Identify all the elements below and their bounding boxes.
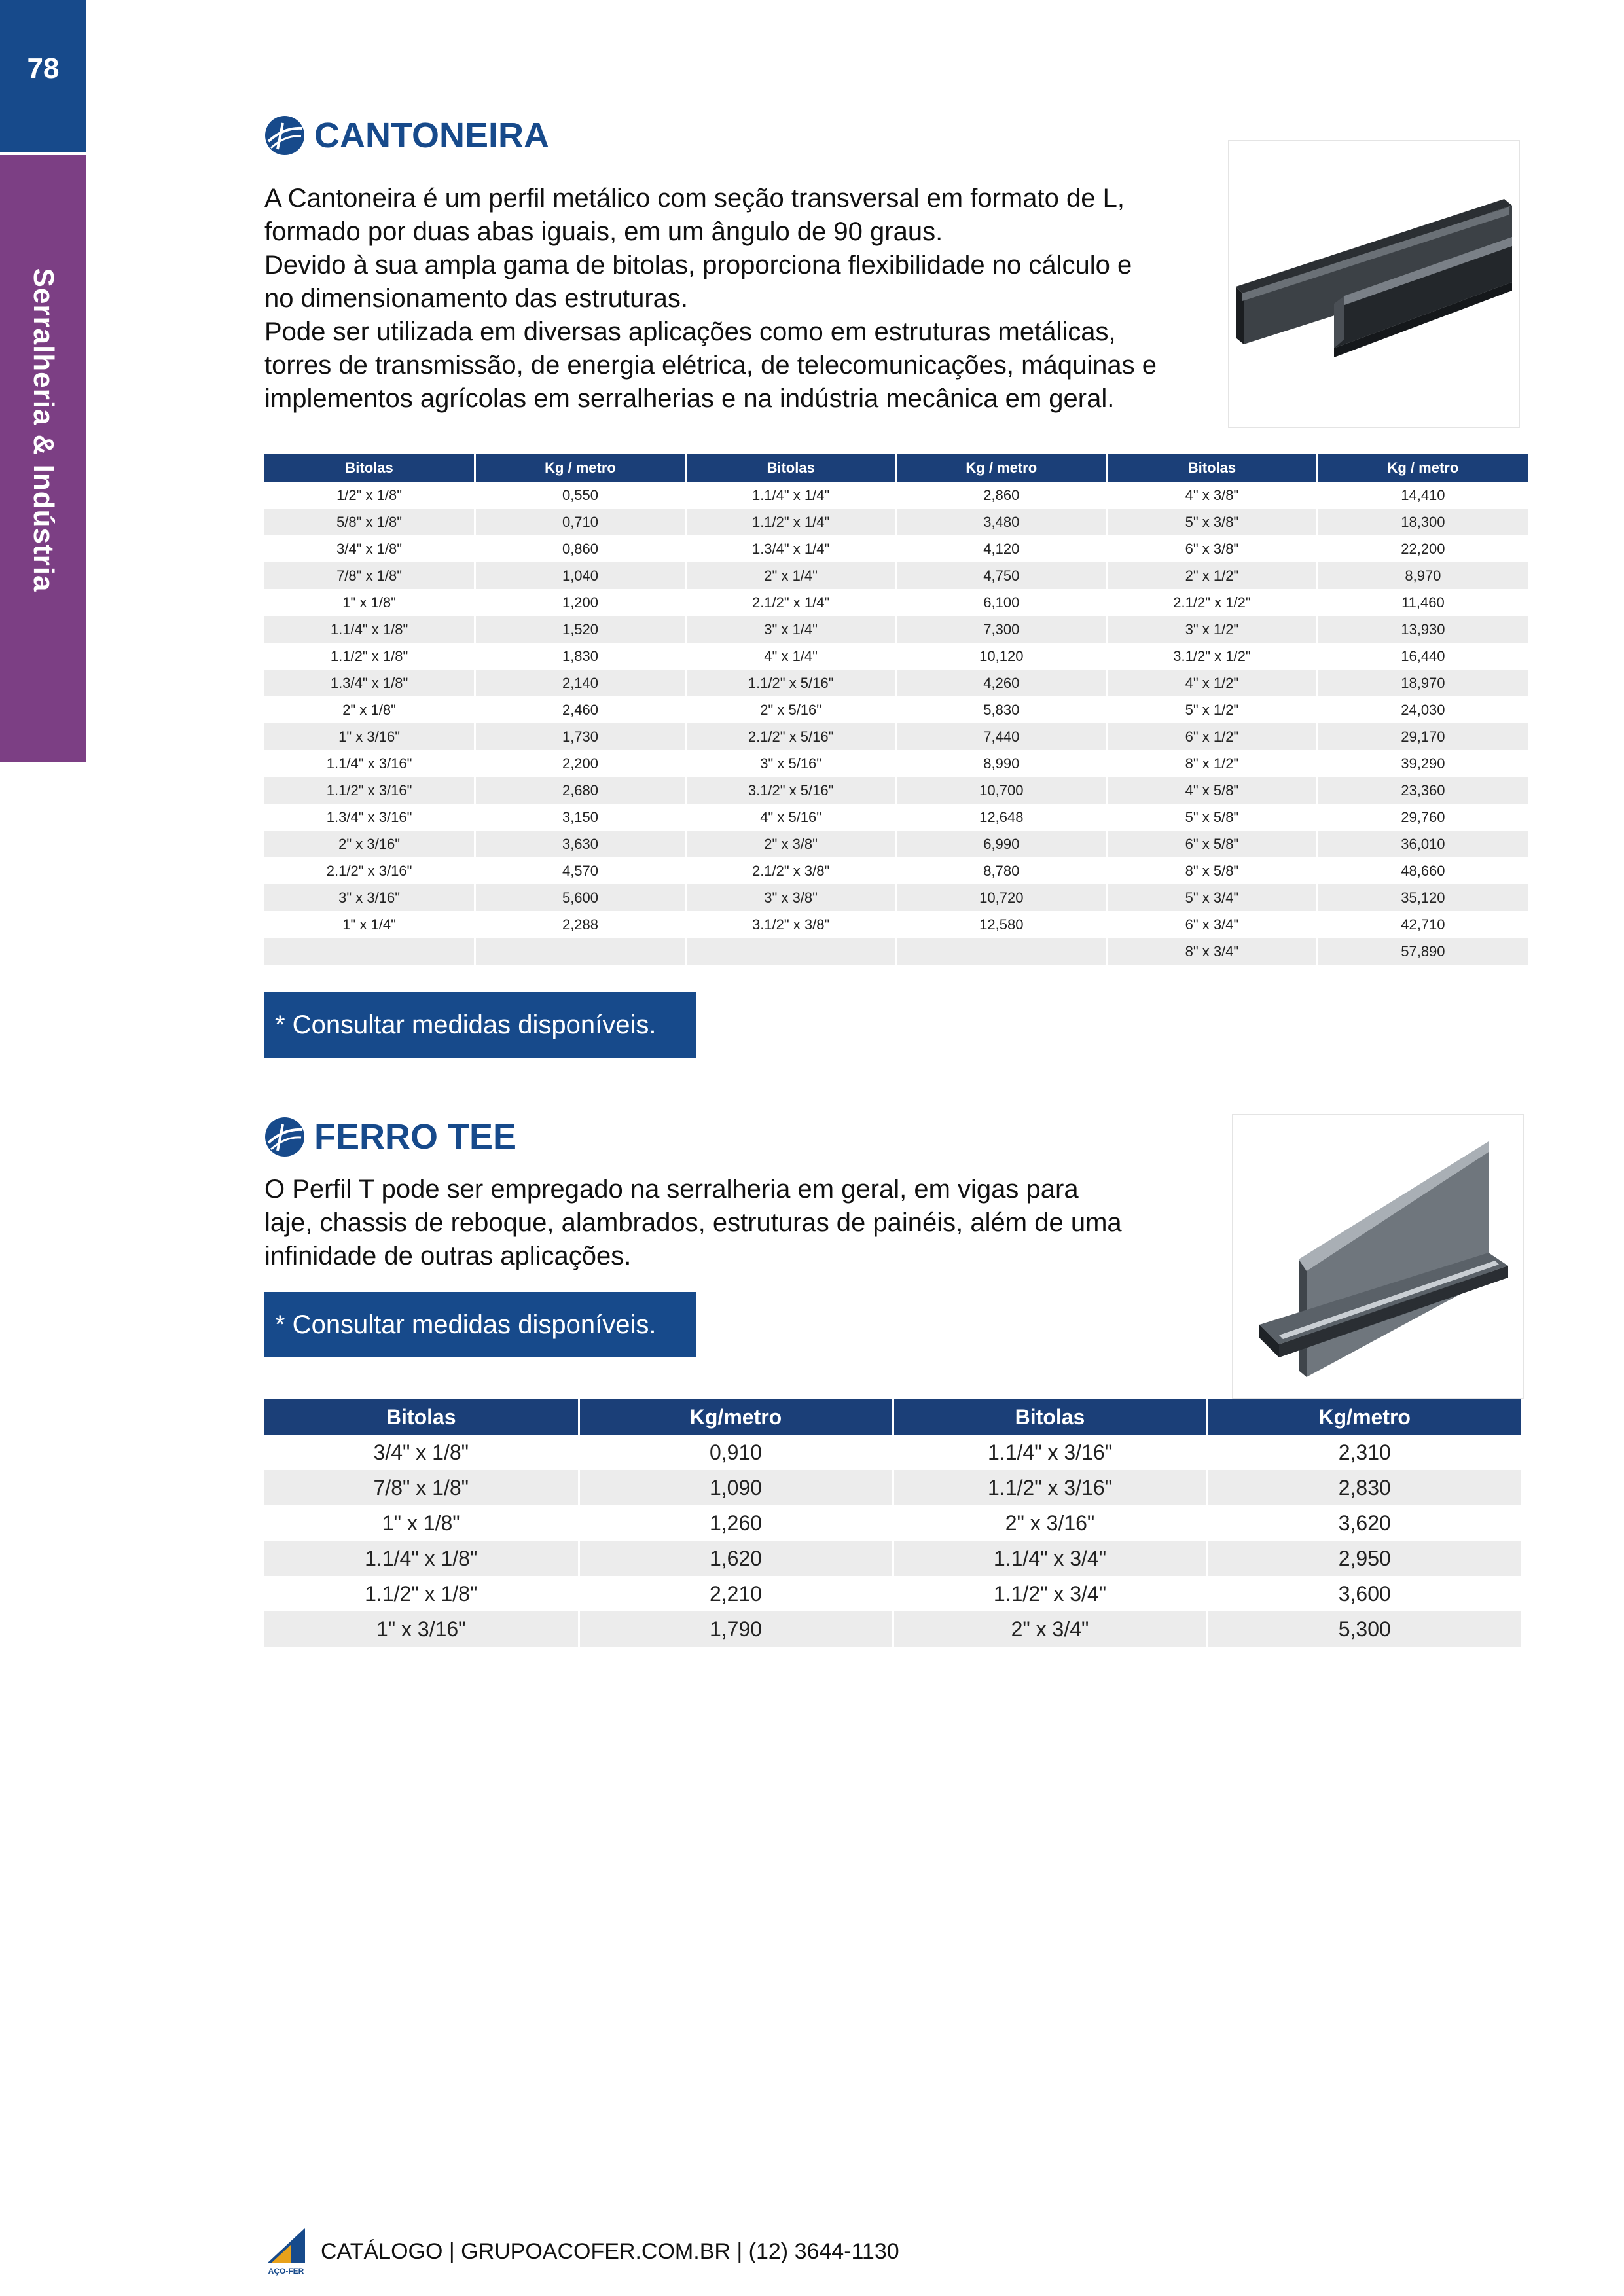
table-cell: 1,090 [579,1470,893,1505]
ferro-tee-table [264,1399,1521,1647]
table-cell: 2.1/2" x 5/16" [685,723,896,750]
cantoneira-desc-line: Pode ser utilizada em diversas aplicações como em estruturas metálicas, [264,317,1116,346]
table-cell: 6,100 [896,589,1107,616]
table-cell: 3.1/2" x 5/16" [685,777,896,804]
ferro-tee-desc-line: O Perfil T pode ser empregado na serralheria em geral, em vigas para [264,1175,1079,1204]
table-cell: 23,360 [1317,777,1528,804]
ferro-tee-desc-line: infinidade de outras aplicações. [264,1242,632,1270]
table-cell: 1.1/4" x 3/16" [893,1435,1207,1470]
table-cell: 0,860 [475,535,686,562]
table-cell: 4,570 [475,857,686,884]
table-cell: 0,550 [475,482,686,509]
table-header-row [264,454,1528,482]
table-cell: 22,200 [1317,535,1528,562]
table-cell: 3,630 [475,831,686,857]
ferro-tee-title: FERRO TEE [314,1117,517,1157]
table-cell: 3" x 5/16" [685,750,896,777]
table-cell: 2,460 [475,696,686,723]
table-cell: 2" x 3/4" [893,1611,1207,1647]
table-cell: 11,460 [1317,589,1528,616]
footer-text: CATÁLOGO | GRUPOACOFER.COM.BR | (12) 3644-1130 [321,2238,899,2264]
table-cell: 2,140 [475,670,686,696]
table-row [264,831,1528,857]
table-cell: 5" x 3/4" [1107,884,1318,911]
table-cell: 3,600 [1207,1576,1521,1611]
table-cell: 3/4" x 1/8" [264,1435,579,1470]
table-cell: 5" x 5/8" [1107,804,1318,831]
table-cell: 2,860 [896,482,1107,509]
table-header-cell: Kg / metro [475,454,686,482]
table-cell: 1,260 [579,1505,893,1541]
table-cell: 39,290 [1317,750,1528,777]
table-cell [896,938,1107,965]
table-cell: 2" x 3/8" [685,831,896,857]
table-cell: 2" x 3/16" [893,1505,1207,1541]
company-logo-icon [264,2225,308,2278]
table-row [264,1541,1521,1576]
table-row [264,562,1528,589]
table-row [264,777,1528,804]
table-cell: 4" x 1/4" [685,643,896,670]
table-cell: 42,710 [1317,911,1528,938]
table-row [264,616,1528,643]
table-cell: 1.1/2" x 1/8" [264,1576,579,1611]
table-cell: 2,200 [475,750,686,777]
table-cell: 57,890 [1317,938,1528,965]
table-cell: 1.1/2" x 5/16" [685,670,896,696]
table-cell [685,938,896,965]
table-cell: 16,440 [1317,643,1528,670]
table-cell: 2.1/2" x 1/2" [1107,589,1318,616]
page-number-text: 78 [27,52,60,84]
table-cell: 1,620 [579,1541,893,1576]
table-cell: 10,120 [896,643,1107,670]
table-cell: 2" x 1/2" [1107,562,1318,589]
table-cell: 3.1/2" x 3/8" [685,911,896,938]
cantoneira-photo [1228,140,1520,428]
table-cell: 2" x 1/8" [264,696,475,723]
footer-logo-text: AÇO-FER [268,2267,304,2276]
table-cell: 12,580 [896,911,1107,938]
table-cell: 1,040 [475,562,686,589]
table-cell: 2.1/2" x 1/4" [685,589,896,616]
table-cell: 8" x 1/2" [1107,750,1318,777]
table-cell: 5,300 [1207,1611,1521,1647]
brand-logo-icon [264,1117,305,1157]
table-cell: 0,910 [579,1435,893,1470]
table-cell: 3.1/2" x 1/2" [1107,643,1318,670]
table-row [264,509,1528,535]
section-label: Serralheria & Indústria [27,268,60,592]
table-cell [264,938,475,965]
footer [264,2225,899,2278]
table-row [264,911,1528,938]
table-cell: 4" x 5/16" [685,804,896,831]
table-cell: 12,648 [896,804,1107,831]
table-cell: 1,790 [579,1611,893,1647]
table-cell: 5" x 1/2" [1107,696,1318,723]
table-cell: 1.1/2" x 3/16" [264,777,475,804]
table-cell: 10,700 [896,777,1107,804]
table-row [264,884,1528,911]
table-row [264,482,1528,509]
table-header-cell: Bitolas [1107,454,1318,482]
table-cell: 1" x 1/8" [264,1505,579,1541]
table-cell: 3,150 [475,804,686,831]
table-cell: 2" x 1/4" [685,562,896,589]
table-cell: 7,300 [896,616,1107,643]
table-cell: 0,710 [475,509,686,535]
table-row [264,1611,1521,1647]
table-cell: 36,010 [1317,831,1528,857]
table-row [264,857,1528,884]
table-cell: 2,288 [475,911,686,938]
cantoneira-description [264,182,1157,416]
table-cell: 1.1/4" x 1/8" [264,616,475,643]
table-row [264,723,1528,750]
table-row [264,938,1528,965]
table-cell: 1,830 [475,643,686,670]
table-cell: 8,990 [896,750,1107,777]
table-header-cell: Kg/metro [1207,1399,1521,1435]
table-cell: 6" x 1/2" [1107,723,1318,750]
table-cell: 48,660 [1317,857,1528,884]
table-cell: 1,520 [475,616,686,643]
angle-bar-image [1229,141,1519,427]
table-header-row [264,1399,1521,1435]
table-cell: 4" x 5/8" [1107,777,1318,804]
table-row [264,1435,1521,1470]
table-cell: 3/4" x 1/8" [264,535,475,562]
table-cell: 4,120 [896,535,1107,562]
table-cell: 1.3/4" x 1/8" [264,670,475,696]
table-cell: 4,260 [896,670,1107,696]
table-cell: 2,310 [1207,1435,1521,1470]
table-cell: 1" x 3/16" [264,1611,579,1647]
table-cell: 14,410 [1317,482,1528,509]
table-cell: 35,120 [1317,884,1528,911]
cantoneira-desc-line: torres de transmissão, de energia elétrica, de telecomunicações, máquinas e [264,351,1157,380]
table-cell: 3" x 1/2" [1107,616,1318,643]
table-cell: 24,030 [1317,696,1528,723]
ferro-tee-table-body [264,1435,1521,1647]
table-cell: 5" x 3/8" [1107,509,1318,535]
table-cell: 7/8" x 1/8" [264,562,475,589]
table-row [264,804,1528,831]
table-header-cell: Bitolas [264,1399,579,1435]
table-cell: 29,170 [1317,723,1528,750]
table-cell: 1.1/2" x 1/8" [264,643,475,670]
table-cell: 6" x 5/8" [1107,831,1318,857]
table-cell: 18,300 [1317,509,1528,535]
table-cell: 13,930 [1317,616,1528,643]
table-cell: 3,480 [896,509,1107,535]
ferro-tee-photo [1232,1114,1524,1399]
table-row [264,1470,1521,1505]
table-cell: 1.3/4" x 3/16" [264,804,475,831]
table-header-cell: Bitolas [264,454,475,482]
ferro-tee-note-text: * Consultar medidas disponíveis. [275,1310,657,1339]
table-cell: 1.1/2" x 3/4" [893,1576,1207,1611]
cantoneira-heading [264,115,549,156]
table-header-cell: Kg / metro [1317,454,1528,482]
table-cell: 8" x 3/4" [1107,938,1318,965]
table-cell: 2,210 [579,1576,893,1611]
table-cell: 5,830 [896,696,1107,723]
table-cell: 1.1/4" x 3/4" [893,1541,1207,1576]
table-header-cell: Kg / metro [896,454,1107,482]
ferro-tee-desc-line: laje, chassis de reboque, alambrados, estruturas de painéis, além de uma [264,1208,1122,1237]
table-cell: 3" x 3/8" [685,884,896,911]
table-cell: 8" x 5/8" [1107,857,1318,884]
table-cell [475,938,686,965]
table-cell: 29,760 [1317,804,1528,831]
ferro-tee-heading [264,1117,516,1157]
table-cell: 1.1/4" x 1/8" [264,1541,579,1576]
table-cell: 1.1/2" x 1/4" [685,509,896,535]
table-cell: 1" x 3/16" [264,723,475,750]
table-header-cell: Kg/metro [579,1399,893,1435]
table-row [264,589,1528,616]
ferro-tee-note [264,1292,696,1357]
table-cell: 3" x 3/16" [264,884,475,911]
table-cell: 6,990 [896,831,1107,857]
table-cell: 10,720 [896,884,1107,911]
table-row [264,535,1528,562]
table-cell: 5/8" x 1/8" [264,509,475,535]
table-cell: 1" x 1/4" [264,911,475,938]
table-cell: 1.1/4" x 3/16" [264,750,475,777]
section-sidebar [0,155,86,762]
table-row [264,750,1528,777]
table-row [264,643,1528,670]
page-number [0,0,86,152]
t-bar-image [1233,1115,1523,1398]
cantoneira-desc-line: no dimensionamento das estruturas. [264,284,689,313]
cantoneira-desc-line: A Cantoneira é um perfil metálico com seção transversal em formato de L, [264,184,1125,213]
table-cell: 6" x 3/8" [1107,535,1318,562]
table-header-cell: Bitolas [893,1399,1207,1435]
cantoneira-title: CANTONEIRA [314,116,550,155]
table-cell: 4,750 [896,562,1107,589]
ferro-tee-description [264,1173,1122,1273]
table-cell: 2" x 5/16" [685,696,896,723]
table-cell: 1/2" x 1/8" [264,482,475,509]
table-cell: 1.3/4" x 1/4" [685,535,896,562]
table-cell: 1,730 [475,723,686,750]
table-row [264,1505,1521,1541]
table-cell: 2,950 [1207,1541,1521,1576]
table-cell: 3,620 [1207,1505,1521,1541]
table-row [264,1576,1521,1611]
table-row [264,670,1528,696]
cantoneira-table [264,454,1528,965]
table-cell: 1,200 [475,589,686,616]
cantoneira-note [264,992,696,1058]
table-cell: 2,830 [1207,1470,1521,1505]
table-cell: 2.1/2" x 3/8" [685,857,896,884]
table-cell: 5,600 [475,884,686,911]
table-cell: 8,970 [1317,562,1528,589]
table-cell: 6" x 3/4" [1107,911,1318,938]
table-cell: 4" x 1/2" [1107,670,1318,696]
table-cell: 3" x 1/4" [685,616,896,643]
table-cell: 2" x 3/16" [264,831,475,857]
table-cell: 4" x 3/8" [1107,482,1318,509]
table-cell: 2.1/2" x 3/16" [264,857,475,884]
table-cell: 1.1/4" x 1/4" [685,482,896,509]
table-cell: 8,780 [896,857,1107,884]
cantoneira-note-text: * Consultar medidas disponíveis. [275,1010,657,1039]
table-header-cell: Bitolas [685,454,896,482]
table-cell: 18,970 [1317,670,1528,696]
table-row [264,696,1528,723]
table-cell: 1.1/2" x 3/16" [893,1470,1207,1505]
cantoneira-desc-line: formado por duas abas iguais, em um ângulo de 90 graus. [264,217,943,246]
brand-logo-icon [264,115,305,156]
table-cell: 1" x 1/8" [264,589,475,616]
cantoneira-table-body [264,482,1528,965]
cantoneira-desc-line: Devido à sua ampla gama de bitolas, proporciona flexibilidade no cálculo e [264,251,1132,279]
table-cell: 2,680 [475,777,686,804]
cantoneira-desc-line: implementos agrícolas em serralherias e na indústria mecânica em geral. [264,384,1115,413]
table-cell: 7,440 [896,723,1107,750]
table-cell: 7/8" x 1/8" [264,1470,579,1505]
